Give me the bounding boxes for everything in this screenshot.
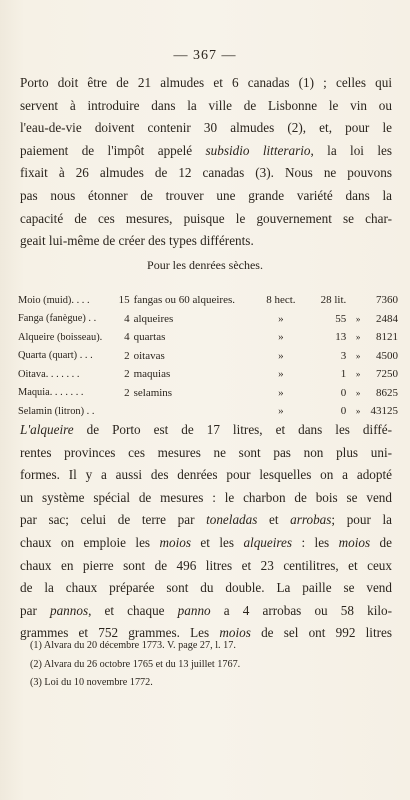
- quantity-cell: 15: [118, 294, 130, 307]
- paragraph-alqueire: [20, 419, 392, 645]
- hectolitres-cell: »: [278, 331, 284, 344]
- measure-name-cell: Maquia. . . . . . .: [18, 387, 84, 399]
- table-row: [18, 310, 398, 329]
- text-line: formes. Il y a aussi des denrées pour lesquelles on a adopté: [20, 467, 392, 483]
- quantity-cell: 4: [124, 331, 130, 344]
- text-line: chaux on emploie les moios et les alqueires : les moios de: [20, 534, 392, 550]
- litres-cell: 13: [335, 331, 347, 344]
- hectolitres-cell: »: [278, 312, 284, 325]
- litres-cell: 28 lit.: [320, 294, 347, 307]
- hectolitres-cell: »: [278, 405, 284, 418]
- measure-name-cell: Fanga (fanègue) . .: [18, 313, 97, 325]
- sub-unit-cell: alqueires: [133, 312, 174, 325]
- footnote: (1) Alvara du 20 décembre 1773. V. page 27, l. 17.: [30, 640, 236, 651]
- table-caption: Pour les denrées sèches.: [147, 258, 263, 272]
- litres-cell: 0: [340, 386, 347, 399]
- text-line: un système spécial de mesures : le charbon de bois se vend: [20, 489, 392, 505]
- quantity-cell: 4: [124, 312, 130, 325]
- litres-cell: 1: [340, 368, 347, 381]
- litres-cell: 3: [340, 349, 347, 362]
- text-line: Porto doit être de 21 almudes et 6 canadas (1) ; celles qui: [20, 75, 392, 90]
- ditto-mark-cell: »: [355, 350, 361, 361]
- text-line: servent à introduire dans la ville de Lisbonne le vin ou: [20, 97, 392, 113]
- footnote: (3) Loi du 10 novembre 1772.: [30, 677, 153, 688]
- text-line: rentes provinces ces mesures ne sont pas non plus uni-: [20, 444, 392, 460]
- text-line: grammes et 752 grammes. Les moios de sel ont 992 litres: [20, 625, 392, 641]
- ditto-mark-cell: »: [355, 332, 361, 343]
- table-row: [18, 365, 398, 384]
- ditto-mark-cell: »: [355, 387, 361, 398]
- sub-unit-cell: fangas ou 60 alqueires.: [133, 294, 236, 307]
- measure-name-cell: Moio (muid). . . .: [18, 294, 90, 306]
- table-row: [18, 384, 398, 403]
- text-line: capacité de ces mesures, puisque le gouvernement se char-: [20, 210, 392, 226]
- footnote: (2) Alvara du 26 octobre 1765 et du 13 juillet 1767.: [30, 658, 241, 670]
- measure-name-cell: Alqueire (boisseau).: [18, 331, 103, 343]
- sub-unit-cell: oitavas: [133, 349, 165, 362]
- hectolitres-cell: »: [278, 349, 284, 362]
- text-line: fixait à 26 almudes de 12 canadas (3). Nous ne pouvons: [20, 165, 392, 181]
- decimal-value-cell: 8625: [376, 386, 398, 399]
- decimal-value-cell: 4500: [376, 349, 398, 362]
- text-line: par sac; celui de terre par toneladas et arrobas; pour la: [20, 512, 392, 528]
- decimal-value-cell: 43125: [370, 405, 398, 418]
- table-row: [18, 402, 398, 421]
- dry-measures-table: [18, 291, 398, 421]
- litres-cell: 0: [340, 405, 347, 418]
- sub-unit-cell: maquias: [133, 368, 171, 381]
- page-number: — 367 —: [173, 48, 237, 63]
- decimal-value-cell: 7360: [376, 294, 398, 307]
- hectolitres-cell: »: [278, 386, 284, 399]
- ditto-mark-cell: »: [355, 406, 361, 417]
- sub-unit-cell: selamins: [133, 386, 173, 399]
- sub-unit-cell: [134, 402, 252, 421]
- table-row: [18, 347, 398, 366]
- text-line: pas nous étonner de trouver une grande variété dans la: [20, 187, 392, 203]
- ditto-mark-cell: »: [355, 313, 361, 324]
- text-line: L'alqueire de Porto est de 17 litres, et dans les diffé-: [20, 422, 392, 437]
- quantity-cell: [112, 402, 134, 421]
- quantity-cell: 2: [124, 368, 130, 381]
- sub-unit-cell: quartas: [133, 331, 166, 344]
- ditto-mark-cell: [352, 291, 364, 310]
- hectolitres-cell: 8 hect.: [266, 294, 296, 307]
- text-line: par pannos, et chaque panno a 4 arrobas ou 58 kilo-: [20, 602, 393, 618]
- ditto-mark-cell: »: [355, 369, 361, 380]
- table-row: [18, 328, 398, 347]
- text-line: chaux en pierre sont de 496 litres et 23 centilitres, et ceux: [20, 557, 392, 573]
- text-line: geait lui-même de créer des types différents.: [20, 233, 254, 249]
- quantity-cell: 2: [124, 386, 130, 399]
- decimal-value-cell: 2484: [376, 312, 398, 325]
- paragraph-intro: [20, 72, 392, 253]
- footnotes: [30, 637, 390, 693]
- measure-name-cell: Selamin (litron) . .: [18, 405, 95, 417]
- measure-name-cell: Oitava. . . . . . .: [18, 368, 80, 380]
- quantity-cell: 2: [124, 349, 130, 362]
- text-line: de la chaux préparée sont du double. La paille se vend: [20, 580, 392, 596]
- text-line: paiement de l'impôt appelé subsidio litterario, la loi les: [20, 142, 392, 158]
- hectolitres-cell: »: [278, 368, 284, 381]
- decimal-value-cell: 8121: [376, 331, 398, 344]
- table-row: [18, 291, 398, 310]
- litres-cell: 55: [335, 312, 347, 325]
- text-line: l'eau-de-vie doivent contenir 30 almudes (2), et, pour le: [20, 120, 392, 136]
- measure-name-cell: Quarta (quart) . . .: [18, 350, 93, 362]
- decimal-value-cell: 7250: [376, 368, 398, 381]
